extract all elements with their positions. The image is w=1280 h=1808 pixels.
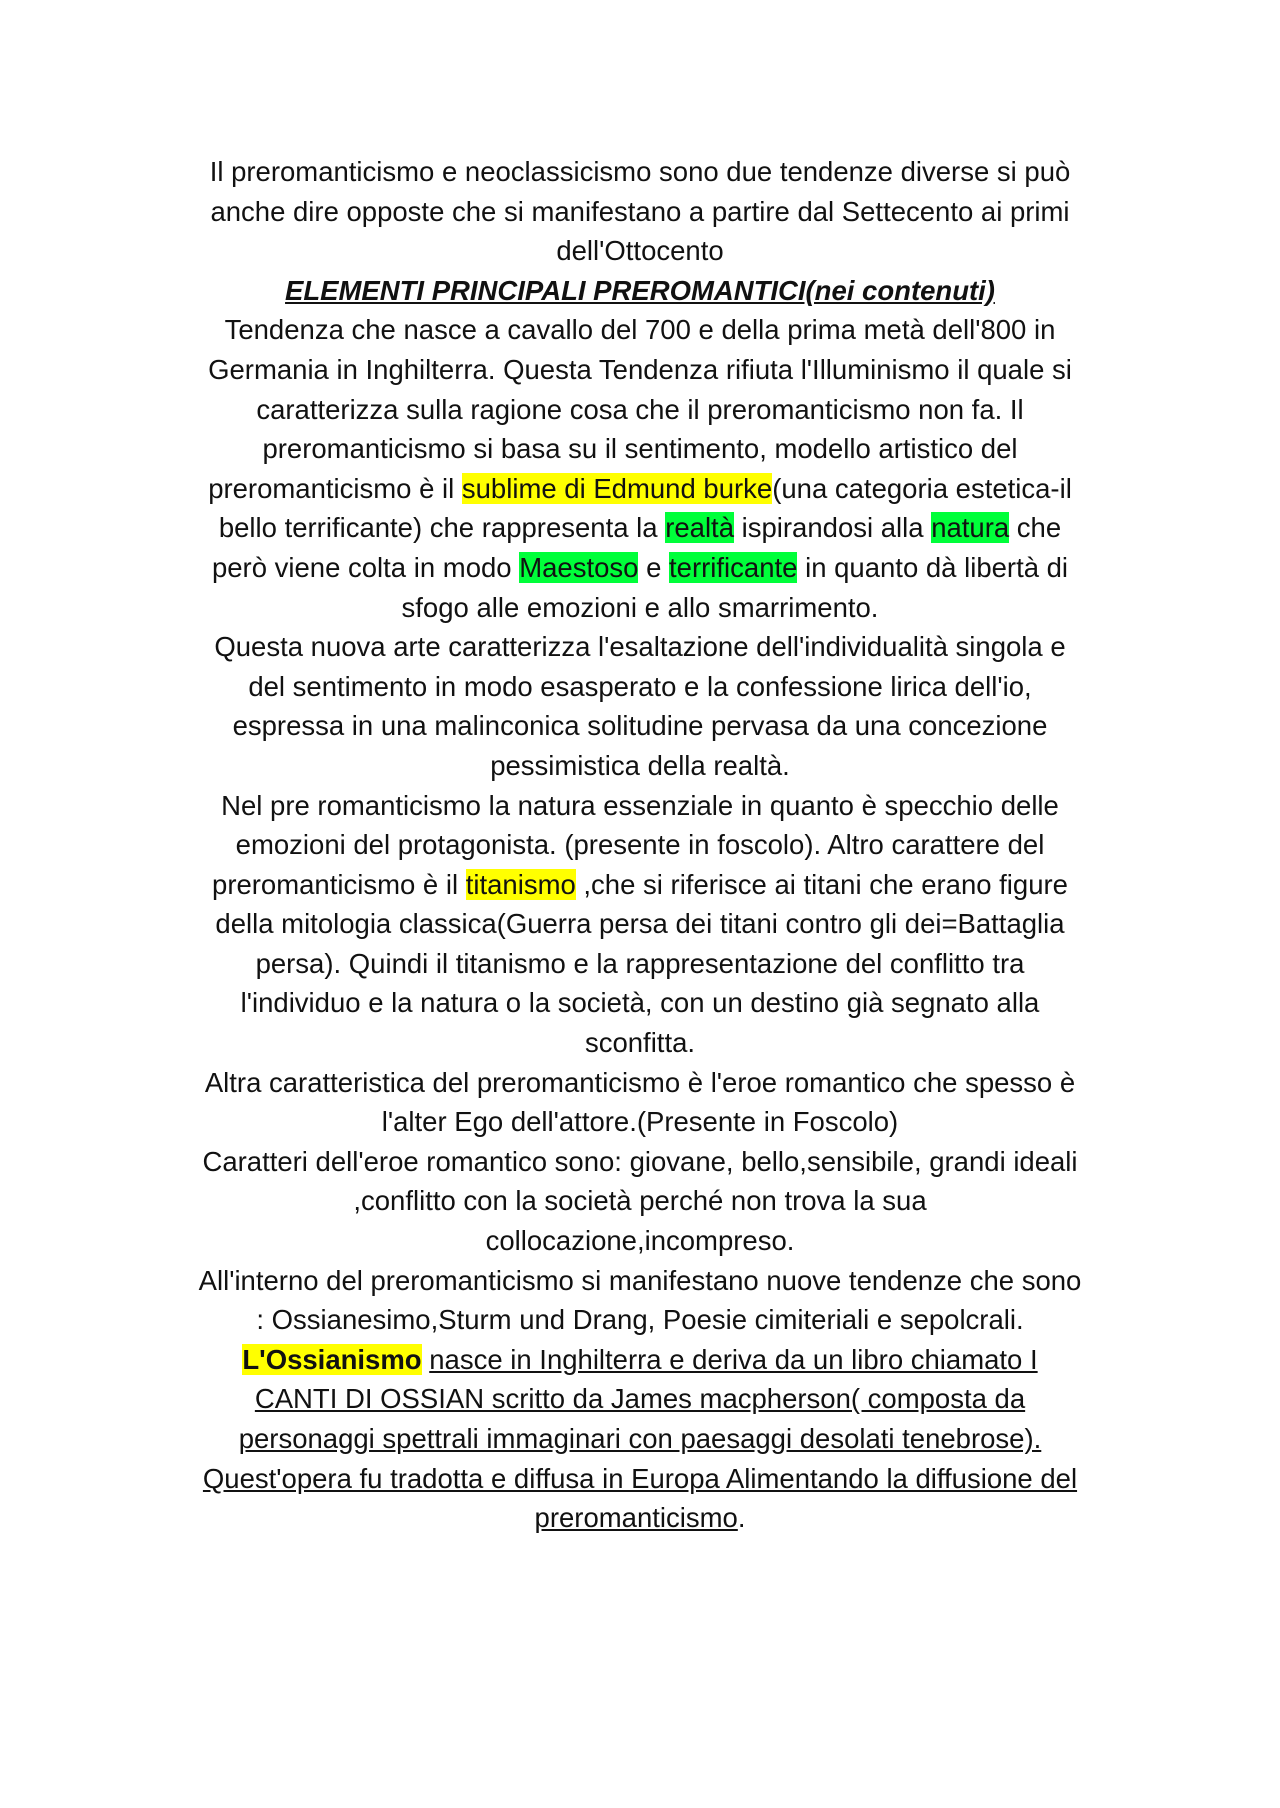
paragraph-caratteri-eroe (130, 1142, 1150, 1261)
text-line: Tendenza che nasce a cavallo del 700 e della prima metà dell'800 in (224, 314, 1056, 346)
text-line: personaggi spettrali immaginari con paesaggi desolati tenebrose). (238, 1423, 1042, 1454)
paragraph-sublime (130, 310, 1150, 627)
text-segment: che (1009, 512, 1062, 544)
text-line (130, 1340, 1150, 1380)
text-line: pessimistica della realtà. (490, 749, 790, 781)
paragraph-titanismo (130, 786, 1150, 1063)
highlight-green: natura (931, 512, 1010, 544)
text-line (130, 508, 1150, 548)
highlight-yellow: sublime di Edmund burke (461, 472, 773, 504)
text-line: l'alter Ego dell'attore.(Presente in Foscolo) (381, 1106, 899, 1138)
text-line: sconfitta. (584, 1027, 696, 1059)
text-line (130, 1498, 1150, 1538)
text-line: del sentimento in modo esasperato e la confessione lirica dell'io, (248, 670, 1032, 702)
text-segment: in quanto dà libertà di (797, 551, 1069, 583)
text-line: Caratteri dell'eroe romantico sono: giovane, bello,sensibile, grandi ideali (202, 1145, 1078, 1177)
underlined-text: nasce in Inghilterra e deriva da un libro chiamato I (429, 1343, 1038, 1375)
text-line: sfogo alle emozioni e allo smarrimento. (401, 591, 879, 623)
text-line (130, 548, 1150, 588)
text-line: : Ossianesimo,Sturm und Drang, Poesie cimiteriali e sepolcrali. (256, 1304, 1024, 1336)
text-segment: preromanticismo è il (212, 868, 466, 900)
document-page (130, 152, 1150, 1538)
text-line: caratterizza sulla ragione cosa che il preromanticismo non fa. Il (256, 393, 1024, 425)
paragraph-eroe (130, 1063, 1150, 1142)
text-segment: preromanticismo è il (208, 472, 462, 504)
highlight-green: realtà (665, 512, 734, 544)
text-line: persa). Quindi il titanismo e la rappresentazione del conflitto tra (255, 947, 1025, 979)
text-segment: e (638, 551, 670, 583)
text-line: dell'Ottocento (556, 235, 724, 267)
section-heading: ELEMENTI PRINCIPALI PREROMANTICI(nei contenuti) (285, 274, 995, 306)
underlined-text: preromanticismo (534, 1502, 738, 1534)
text-line: espressa in una malinconica solitudine pervasa da una concezione (232, 710, 1048, 742)
text-line: Il preromanticismo e neoclassicismo sono due tendenze diverse si può (209, 156, 1071, 187)
paragraph-tendenze (130, 1261, 1150, 1340)
text-line: Germania in Inghilterra. Questa Tendenza rifiuta l'Illuminismo il quale si (208, 353, 1072, 385)
highlight-green: terrificante (669, 551, 798, 583)
text-segment: ispirandosi alla (734, 512, 932, 544)
text-line: anche dire opposte che si manifestano a partire dal Settecento ai primi (210, 195, 1070, 227)
text-line: CANTI DI OSSIAN scritto da James macpherson( composta da (254, 1383, 1026, 1415)
text-line: collocazione,incompreso. (485, 1225, 795, 1257)
highlight-yellow: L'Ossianismo (242, 1343, 422, 1375)
text-line (130, 469, 1150, 509)
highlight-yellow: titanismo (465, 868, 576, 900)
text-segment: però viene colta in modo (211, 551, 520, 583)
text-line (130, 865, 1150, 905)
text-segment: ,che si riferisce ai titani che erano figure (575, 868, 1068, 900)
text-segment: . (737, 1502, 746, 1534)
paragraph-individualita (130, 627, 1150, 785)
text-line: Questa nuova arte caratterizza l'esaltazione dell'individualità singola e (214, 631, 1066, 663)
paragraph-ossianismo (130, 1340, 1150, 1538)
text-segment: bello terrificante) che rappresenta la (218, 512, 666, 544)
text-line: Altra caratteristica del preromanticismo è l'eroe romantico che spesso è (204, 1066, 1076, 1098)
text-line: della mitologia classica(Guerra persa dei titani contro gli dei=Battaglia (215, 908, 1065, 940)
intro-paragraph (130, 152, 1150, 271)
text-line: All'interno del preromanticismo si manifestano nuove tendenze che sono (198, 1264, 1082, 1296)
text-line: preromanticismo si basa su il sentimento, modello artistico del (262, 433, 1018, 465)
text-line: Quest'opera fu tradotta e diffusa in Europa Alimentando la diffusione del (202, 1462, 1078, 1494)
text-line: ,conflitto con la società perché non trova la sua (353, 1185, 927, 1217)
text-line: emozioni del protagonista. (presente in foscolo). Altro carattere del (235, 829, 1045, 861)
highlight-green: Maestoso (519, 551, 639, 583)
text-line: l'individuo e la natura o la società, con un destino già segnato alla (240, 987, 1040, 1019)
text-segment: (una categoria estetica-il (772, 472, 1072, 504)
text-line: Nel pre romanticismo la natura essenziale in quanto è specchio delle (221, 789, 1059, 821)
